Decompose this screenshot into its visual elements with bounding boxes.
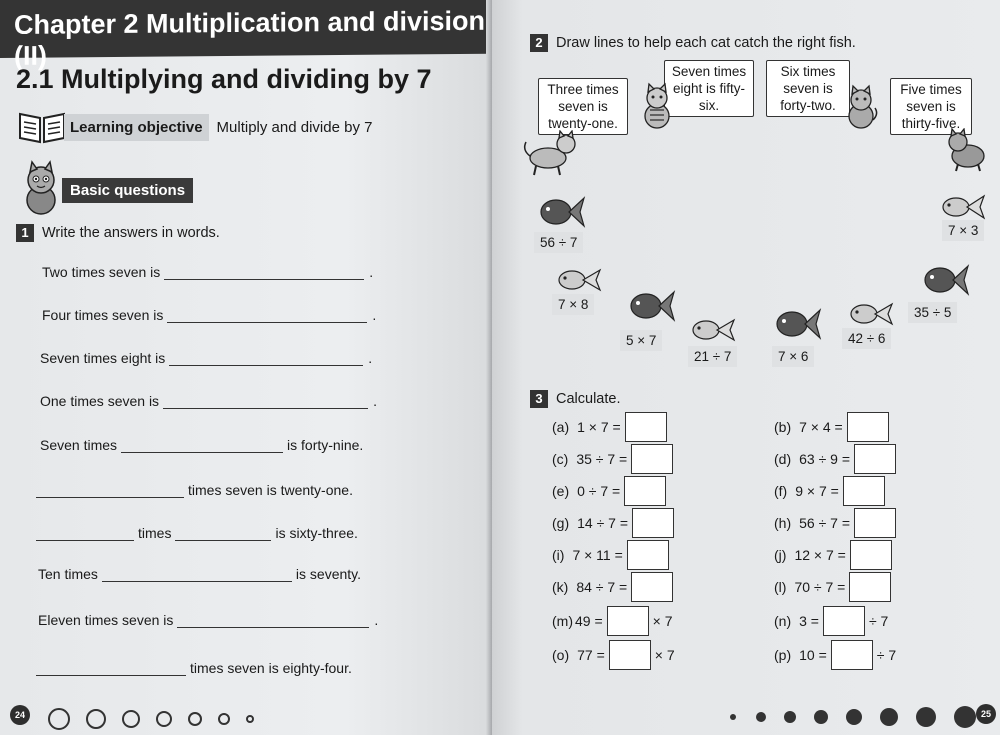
answer-line: Two times seven is .: [42, 264, 374, 280]
left-page: [0, 0, 492, 735]
answer-blank[interactable]: [169, 352, 363, 366]
learning-objective: [16, 112, 372, 142]
answer-blank[interactable]: [36, 484, 184, 498]
question-2-header: [530, 34, 856, 52]
fish-icon: [554, 264, 604, 296]
chapter-title: Chapter 2 Multiplication and division (II): [0, 0, 490, 58]
calc-item-f: (f) 9 × 7 =: [774, 476, 889, 506]
calc-item-g: (g) 14 ÷ 7 =: [552, 508, 678, 538]
circle-icon: [218, 713, 230, 725]
page-number: 25: [976, 704, 996, 724]
decorative-dots: [730, 706, 976, 728]
cat-icon: [842, 84, 880, 130]
answer-line: Seven times eight is .: [40, 350, 373, 366]
cat-mascot-icon: [18, 160, 64, 216]
answer-line: One times seven is .: [40, 393, 377, 409]
decorative-circles: [48, 708, 254, 730]
answer-box[interactable]: [854, 444, 896, 474]
question-3-header: [530, 390, 620, 408]
answer-line: times seven is twenty-one.: [36, 482, 353, 498]
question-number: 3: [530, 390, 548, 408]
section-title: 2.1 Multiplying and dividing by 7: [16, 64, 432, 94]
answer-line: Four times seven is .: [42, 307, 377, 323]
answer-blank[interactable]: [36, 527, 134, 541]
answer-blank[interactable]: [163, 395, 368, 409]
answer-blank[interactable]: [121, 439, 283, 453]
circle-icon: [246, 715, 254, 723]
answer-box[interactable]: [631, 444, 673, 474]
page-number: 24: [10, 705, 30, 725]
answer-box[interactable]: [831, 640, 873, 670]
question-number: 2: [530, 34, 548, 52]
answer-box[interactable]: [843, 476, 885, 506]
question-1-header: [16, 224, 220, 242]
calc-item-k: (k) 84 ÷ 7 =: [552, 572, 677, 602]
calc-item-n: (n) 3 = ÷ 7: [774, 606, 888, 636]
answer-box[interactable]: [632, 508, 674, 538]
circle-icon: [48, 708, 70, 730]
answer-box[interactable]: [631, 572, 673, 602]
book-icon: [16, 110, 68, 144]
answer-box[interactable]: [847, 412, 889, 442]
dot-icon: [954, 706, 976, 728]
fish-icon: [846, 298, 896, 330]
answer-box[interactable]: [625, 412, 667, 442]
dot-icon: [880, 708, 898, 726]
cat-icon: [944, 128, 992, 172]
calc-item-c: (c) 35 ÷ 7 =: [552, 444, 677, 474]
calc-item-o: (o) 77 = × 7: [552, 640, 675, 670]
fish-label: 5 × 7: [620, 330, 662, 351]
answer-box[interactable]: [823, 606, 865, 636]
calc-item-h: (h) 56 ÷ 7 =: [774, 508, 900, 538]
answer-blank[interactable]: [167, 309, 367, 323]
answer-line: Seven times is forty-nine.: [40, 437, 364, 453]
fish-icon: [688, 314, 738, 346]
calc-item-d: (d) 63 ÷ 9 =: [774, 444, 900, 474]
answer-box[interactable]: [607, 606, 649, 636]
question-instruction: Draw lines to help each cat catch the right fish.: [556, 35, 856, 51]
cat-icon: [520, 130, 578, 176]
dot-icon: [730, 714, 736, 720]
calc-item-p: (p) 10 = ÷ 7: [774, 640, 896, 670]
answer-line: times seven is eighty-four.: [36, 660, 352, 676]
answer-blank[interactable]: [164, 266, 364, 280]
calc-item-b: (b) 7 × 4 =: [774, 412, 893, 442]
circle-icon: [156, 711, 172, 727]
cat-statement: Five times seven is thirty-five.: [890, 78, 972, 135]
basic-questions-label: Basic questions: [62, 178, 193, 203]
answer-box[interactable]: [850, 540, 892, 570]
fish-label: 21 ÷ 7: [688, 346, 737, 367]
question-instruction: Calculate.: [556, 391, 621, 407]
fish-icon: [920, 256, 970, 302]
fish-icon: [938, 190, 988, 224]
learning-objective-label: Learning objective: [64, 114, 209, 141]
answer-line: times is sixty-three.: [36, 525, 358, 541]
question-instruction: Write the answers in words.: [42, 225, 220, 241]
cat-icon: [638, 82, 676, 130]
answer-line: Eleven times seven is .: [38, 612, 379, 628]
answer-box[interactable]: [627, 540, 669, 570]
answer-box[interactable]: [854, 508, 896, 538]
answer-box[interactable]: [849, 572, 891, 602]
dot-icon: [784, 711, 796, 723]
cat-statement: Three times seven is twenty-one.: [538, 78, 628, 135]
circle-icon: [122, 710, 140, 728]
right-page: [492, 0, 1000, 735]
fish-icon: [536, 188, 586, 234]
calc-item-i: (i) 7 × 11 =: [552, 540, 673, 570]
answer-blank[interactable]: [36, 662, 186, 676]
fish-label: 42 ÷ 6: [842, 328, 891, 349]
dot-icon: [846, 709, 862, 725]
fish-label: 7 × 8: [552, 294, 594, 315]
fish-label: 56 ÷ 7: [534, 232, 583, 253]
circle-icon: [188, 712, 202, 726]
answer-blank[interactable]: [175, 527, 271, 541]
dot-icon: [916, 707, 936, 727]
question-number: 1: [16, 224, 34, 242]
fish-label: 7 × 6: [772, 346, 814, 367]
calc-item-j: (j) 12 × 7 =: [774, 540, 896, 570]
calc-item-a: (a) 1 × 7 =: [552, 412, 671, 442]
cat-statement: Six times seven is forty-two.: [766, 60, 850, 117]
calc-item-l: (l) 70 ÷ 7 =: [774, 572, 895, 602]
learning-objective-text: Multiply and divide by 7: [216, 118, 373, 136]
answer-blank[interactable]: [177, 614, 369, 628]
calc-item-e: (e) 0 ÷ 7 =: [552, 476, 670, 506]
dot-icon: [756, 712, 766, 722]
answer-line: Ten times is seventy.: [38, 566, 362, 582]
circle-icon: [86, 709, 106, 729]
answer-blank[interactable]: [102, 568, 292, 582]
answer-box[interactable]: [624, 476, 666, 506]
dot-icon: [814, 710, 828, 724]
fish-label: 35 ÷ 5: [908, 302, 957, 323]
fish-label: 7 × 3: [942, 220, 984, 241]
calc-item-m: (m) 49 = × 7: [552, 606, 673, 636]
fish-icon: [626, 282, 676, 328]
answer-box[interactable]: [609, 640, 651, 670]
cat-statement: Seven times eight is fifty-six.: [664, 60, 754, 117]
fish-icon: [772, 300, 822, 346]
